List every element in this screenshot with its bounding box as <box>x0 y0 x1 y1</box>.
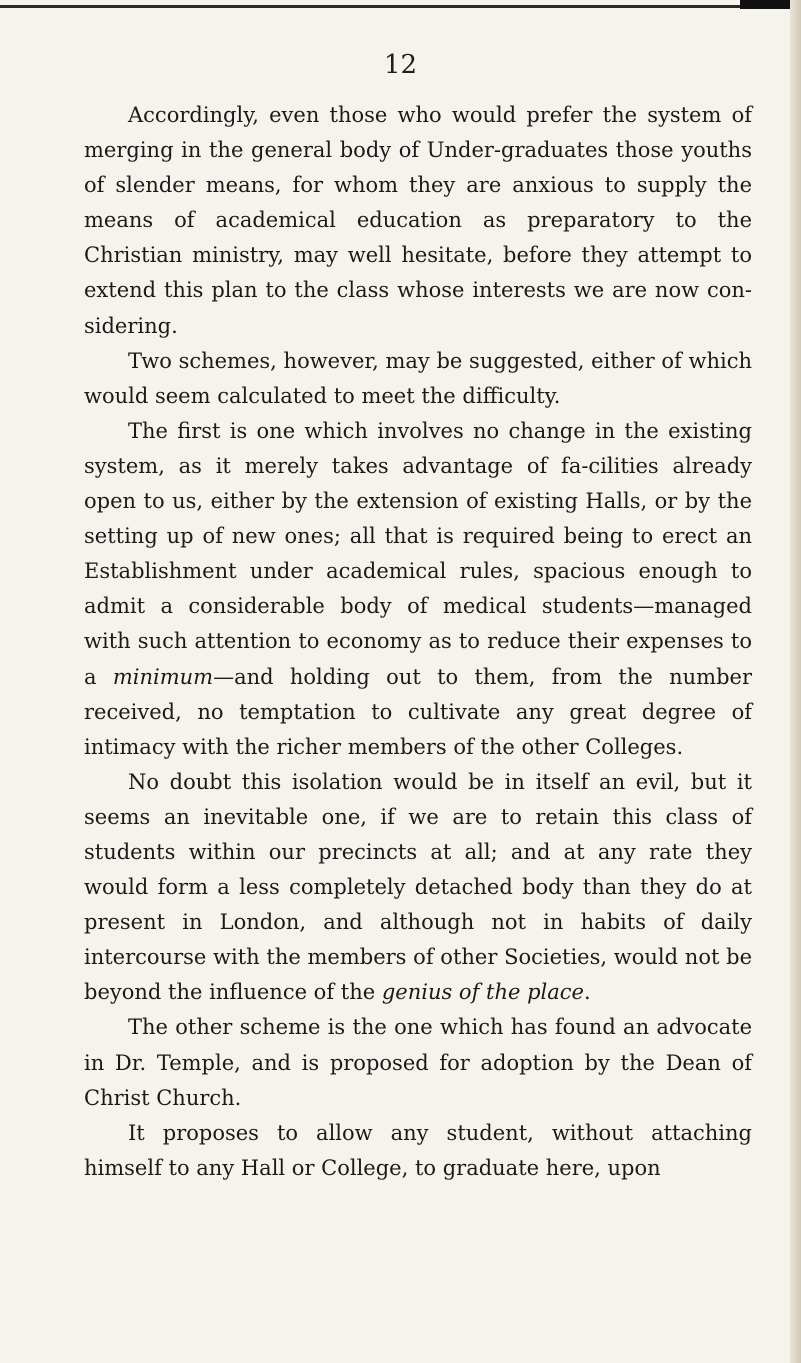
paragraph <box>84 98 752 344</box>
italic-term: minimum <box>112 664 214 689</box>
page-edge-shadow <box>790 0 801 1363</box>
top-rule <box>0 5 801 8</box>
paragraph <box>84 414 752 765</box>
italic-term: genius of the place <box>381 980 584 1005</box>
paragraph <box>84 765 752 1011</box>
paragraph-text: It proposes to allow any student, without attaching himself to any Hall or College, to graduate here, upon <box>84 1120 752 1180</box>
paragraph-text: The first is one which involves no change in the existing system, as it merely takes advantage of fa-cilities already open to us, either by the extension of existing Halls, or by the setting up of new ones; all that is required being to erect an Establishment under academical rules, spacious enough to admit a considerable body of medical students—managed with such attention to economy as to reduce their expenses to a <box>84 418 752 689</box>
body-text <box>84 98 752 1186</box>
page-number: 12 <box>383 50 418 80</box>
paragraph <box>84 344 752 414</box>
paragraph-text: Accordingly, even those who would prefer the system of merging in the general body of Under-graduates those youths of slender means, for whom they are anxious to supply the means of academical education as preparatory to the Christian ministry, may well hesitate, before they attempt to extend this plan to the class whose interests we are now con-sidering. <box>84 103 752 338</box>
paragraph <box>84 1010 752 1115</box>
paragraph-text: . <box>583 980 591 1005</box>
paragraph-text: The other scheme is the one which has found an advocate in Dr. Temple, and is proposed for adoption by the Dean of Christ Church. <box>84 1015 752 1110</box>
paragraph-text: No doubt this isolation would be in itself an evil, but it seems an inevitable one, if we are to retain this class of students within our precincts at all; and at any rate they would form a less completely detached body than they do at present in London, and although not in habits of daily intercourse with the members of other Societies, would not be beyond the influence of the <box>84 769 752 1005</box>
paragraph-text: Two schemes, however, may be suggested, either of which would seem calculated to meet the difficulty. <box>84 348 752 408</box>
paragraph-text: —and holding out to them, from the number received, no temptation to cultivate any great degree of intimacy with the richer members of the other Colleges. <box>84 664 752 759</box>
paragraph <box>84 1116 752 1186</box>
